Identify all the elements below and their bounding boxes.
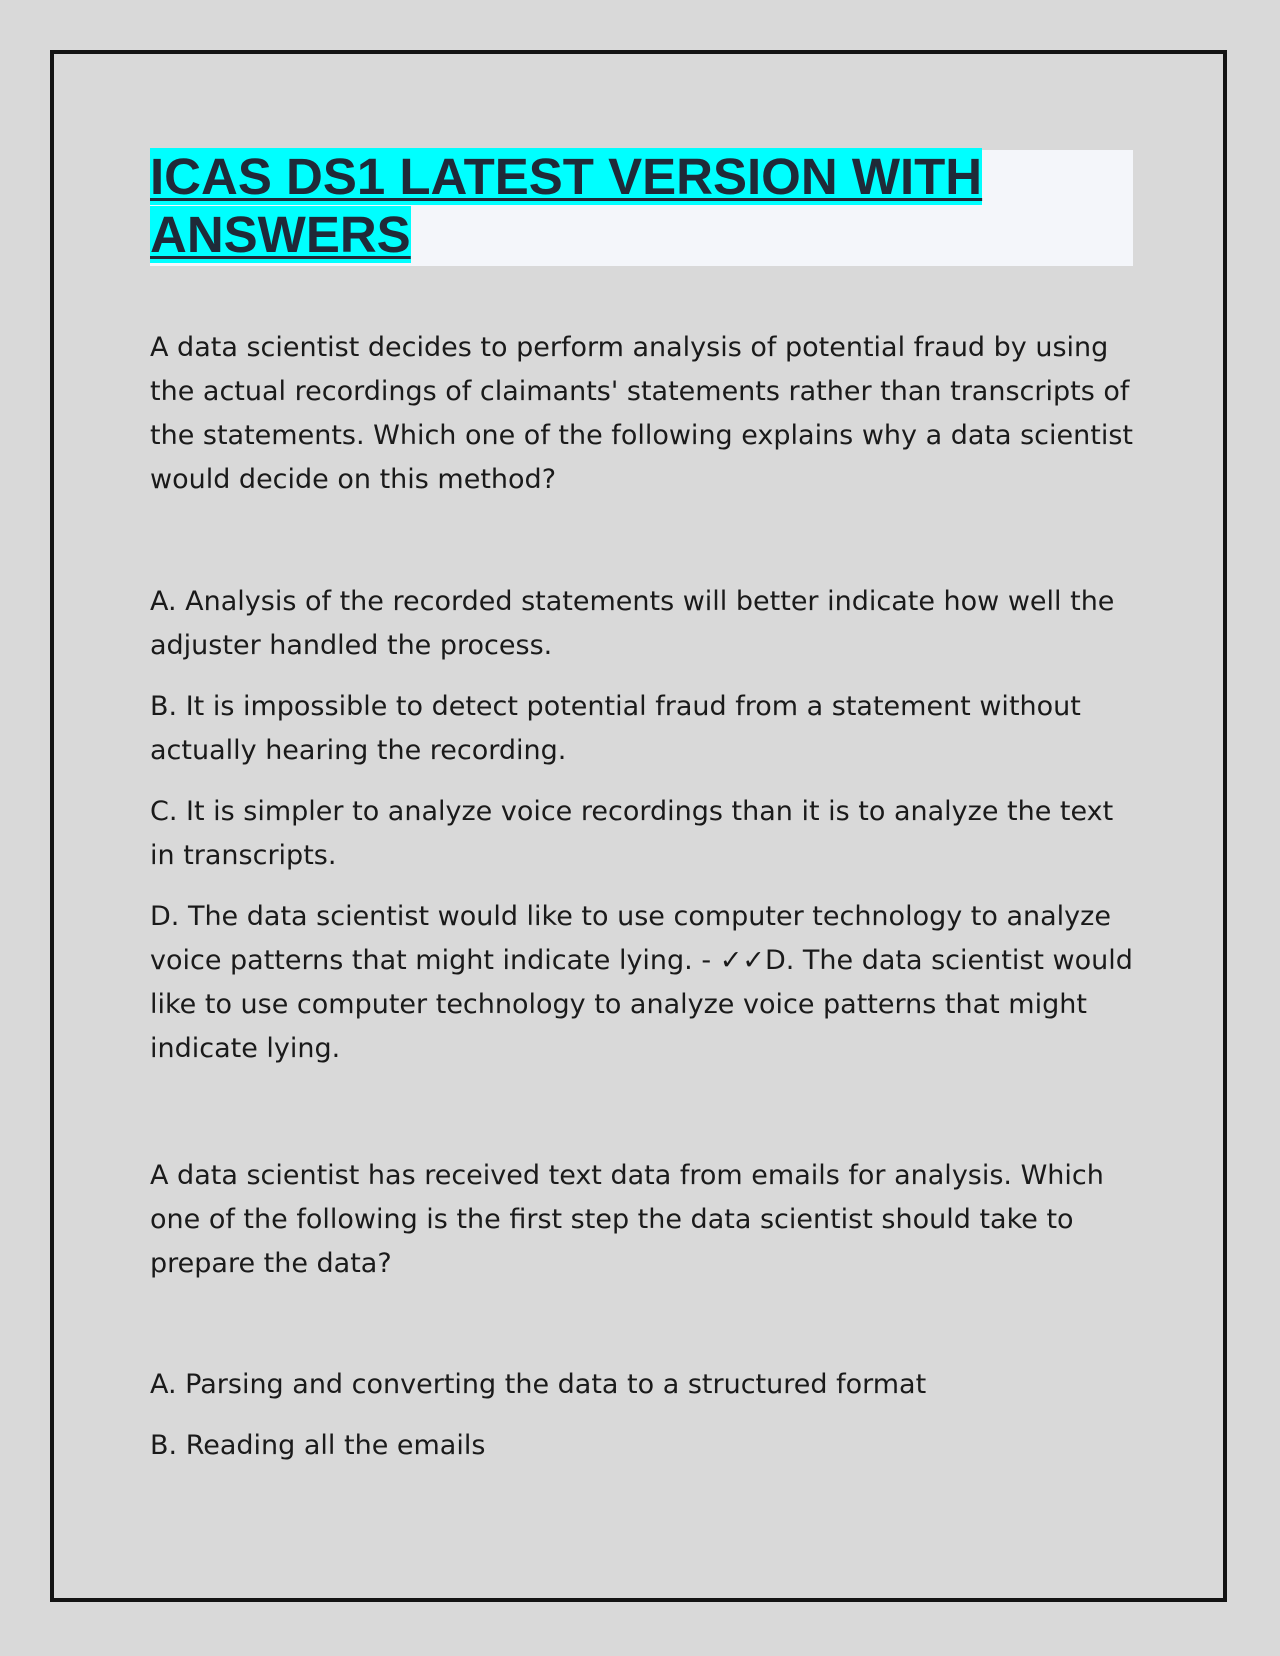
question-1-option-a: A. Analysis of the recorded statements will better indicate how well the adjuster handled the process. — [150, 586, 1115, 661]
question-2-option-a: A. Parsing and converting the data to a structured format — [150, 1369, 927, 1400]
document-title-text: ICAS DS1 LATEST VERSION WITH ANSWERS — [150, 148, 983, 263]
question-2-prompt: A data scientist has received text data from emails for analysis. Which one of the following is the first step the data scientist should take to prepare the data? — [150, 1160, 1104, 1279]
question-1-prompt: A data scientist decides to perform analysis of potential fraud by using the actual recordings of claimants' statements rather than transcripts of the statements. Which one of the following explains why a data scientist would decide on this method? — [150, 332, 1133, 495]
question-2-option-b: B. Reading all the emails — [150, 1430, 486, 1461]
answer-checkmark-icon: ✓✓ — [719, 945, 765, 976]
question-1-option-d-with-answer — [150, 895, 1140, 1071]
question-1-answer: D. The data scientist would like to use computer technology to analyze voice patterns that might indicate lying. — [150, 945, 1133, 1064]
question-1-option-d: D. The data scientist would like to use computer technology to analyze voice patterns that might indicate lying. - — [150, 901, 1111, 976]
question-1-option-b: B. It is impossible to detect potential fraud from a statement without actually hearing the recording. — [150, 691, 1081, 766]
document-title — [150, 148, 1110, 264]
question-1-option-c: C. It is simpler to analyze voice recordings than it is to analyze the text in transcripts. — [150, 796, 1114, 871]
